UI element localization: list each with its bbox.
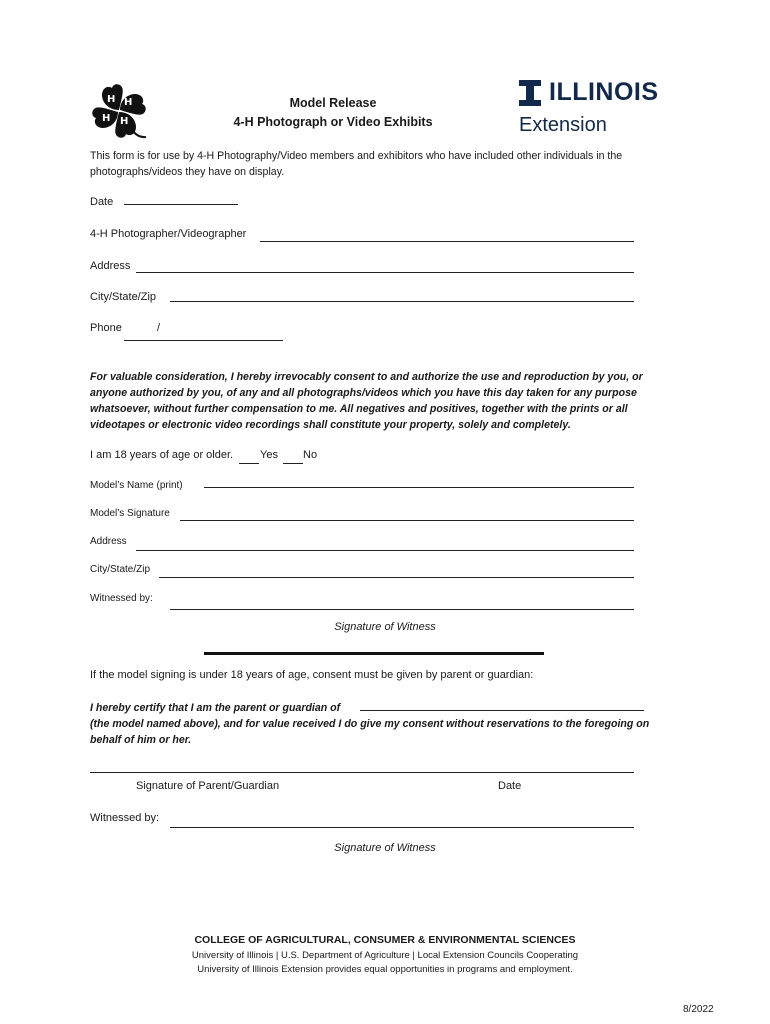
minor-witnessed-label: Witnessed by:	[90, 812, 160, 824]
guardian-of-line[interactable]	[360, 710, 644, 711]
consent-text: For valuable consideration, I hereby irrevocably consent to and authorize the use and reproduction by you, or anyone authorized by you, of any and all photographs/videos which you have this day taken for any purpose whatsoever, without further compensation to me. All negatives and positives, together with the prints or all videotapes or electronic video recordings shall constitute your property, solely and completely.	[90, 371, 643, 431]
model-city-state-zip-label: City/State/Zip	[90, 564, 151, 575]
intro-text: This form is for use by 4-H Photography/Video members and exhibitors who have included other individuals in the photographs/videos they have on display.	[90, 150, 623, 178]
certify-line2: (the model named above), and for value received I do give my consent without reservations to the foregoing on behalf of him or her.	[90, 718, 650, 746]
block-i-icon	[519, 80, 541, 106]
model-address-label: Address	[90, 536, 127, 547]
svg-text:H: H	[107, 94, 116, 105]
date-line[interactable]	[124, 204, 238, 205]
illinois-extension-logo	[519, 78, 689, 138]
footer-line2: University of Illinois | U.S. Department of Agriculture | Local Extension Councils Cooperating	[191, 950, 579, 961]
model-name-label: Model’s Name (print)	[90, 480, 183, 491]
minor-witness-caption: Signature of Witness	[334, 842, 436, 854]
age-question: I am 18 years of age or older.	[90, 449, 234, 461]
date-label: Date	[90, 196, 114, 208]
svg-text:H: H	[120, 116, 129, 127]
address-label: Address	[90, 260, 131, 272]
form-version: 8/2022	[683, 1004, 714, 1015]
model-witnessed-label: Witnessed by:	[90, 593, 153, 604]
age-no-line[interactable]	[283, 463, 303, 464]
footer-line3: University of Illinois Extension provides equal opportunities in programs and employment.	[197, 964, 573, 975]
parent-signature-line[interactable]	[90, 772, 634, 773]
age-yes-label: Yes	[260, 449, 278, 461]
model-signature-label: Model’s Signature	[90, 508, 170, 519]
extension-wordmark: Extension	[519, 114, 607, 136]
model-witness-line[interactable]	[170, 609, 634, 610]
phone-line[interactable]	[124, 340, 283, 341]
age-no-label: No	[303, 449, 318, 461]
form-title-line1: Model Release	[289, 96, 377, 110]
four-h-clover-logo	[88, 80, 150, 142]
model-city-state-zip-line[interactable]	[159, 577, 634, 578]
minor-intro: If the model signing is under 18 years of age, consent must be given by parent or guardian:	[90, 669, 534, 681]
phone-slash: /	[157, 322, 161, 334]
model-signature-line[interactable]	[180, 520, 634, 521]
certify-line1: I hereby certify that I am the parent or guardian of	[90, 702, 341, 714]
model-name-line[interactable]	[204, 487, 634, 488]
photographer-label: 4-H Photographer/Videographer	[90, 228, 247, 240]
clover-icon	[88, 80, 150, 142]
photographer-line[interactable]	[260, 241, 634, 242]
illinois-wordmark: ILLINOIS	[549, 78, 659, 106]
svg-text:H: H	[124, 97, 133, 108]
age-yes-line[interactable]	[239, 463, 259, 464]
phone-label: Phone	[90, 322, 122, 334]
model-witness-caption: Signature of Witness	[334, 621, 436, 633]
parent-signature-label: Signature of Parent/Guardian	[136, 780, 280, 792]
parent-date-label: Date	[498, 780, 522, 792]
section-divider	[204, 652, 544, 655]
form-title-line2: 4-H Photograph or Video Exhibits	[233, 115, 433, 129]
footer-college: COLLEGE OF AGRICULTURAL, CONSUMER & ENVIRONMENTAL SCIENCES	[194, 934, 576, 946]
minor-witness-line[interactable]	[170, 827, 634, 828]
address-line[interactable]	[136, 272, 634, 273]
city-state-zip-line[interactable]	[170, 301, 634, 302]
city-state-zip-label: City/State/Zip	[90, 291, 157, 303]
svg-text:H: H	[102, 113, 111, 124]
model-address-line[interactable]	[136, 550, 634, 551]
